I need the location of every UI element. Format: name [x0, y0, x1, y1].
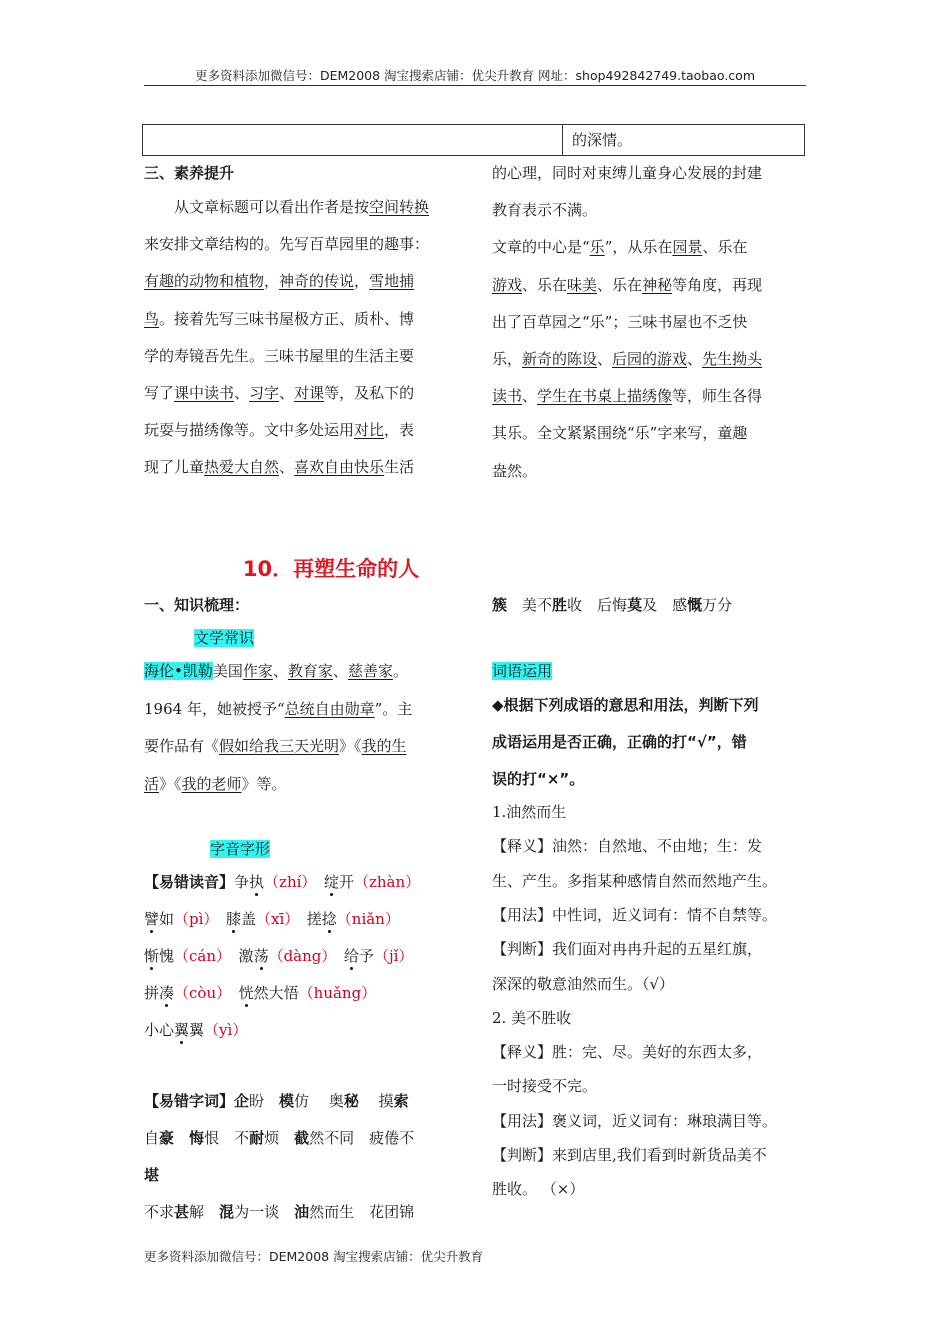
- underlined-text: 新奇的陈设: [522, 350, 598, 368]
- text-run: 、乐在: [702, 238, 748, 257]
- text-line: [144, 660, 408, 681]
- text-run: 。: [392, 662, 408, 680]
- bold-text: 截: [294, 1129, 310, 1147]
- text-line: [144, 1090, 409, 1111]
- text-run: 其乐。全文紧紧围绕“乐”字来写，童趣: [492, 424, 748, 443]
- underlined-text: 鸟: [144, 309, 160, 328]
- text-run: 一时接受不完。: [492, 1077, 598, 1096]
- pron-label: 字音字形: [210, 840, 271, 858]
- text-run: 盎然。: [492, 461, 538, 480]
- text-line: [144, 382, 414, 403]
- text-run: 1964 年，她被授予“: [144, 699, 285, 718]
- text-run: ，: [354, 272, 370, 291]
- underlined-text: 读书: [492, 387, 523, 406]
- dotted-char: 凑: [159, 984, 175, 1002]
- text-line: [492, 199, 597, 220]
- underlined-text: 作家: [242, 662, 273, 680]
- text-line: [144, 945, 413, 966]
- text-line: [144, 871, 420, 892]
- underlined-text: 乐: [589, 238, 605, 257]
- text-run: 1.油然而生: [492, 803, 567, 821]
- page-header: 更多资料添加微信号：DEM2008 淘宝搜索店铺：优尖升教育 网址：shop492842749.taobao.com: [194, 68, 756, 83]
- text-line: [492, 1178, 584, 1199]
- text-line: [492, 236, 747, 257]
- text-run: [309, 873, 324, 891]
- underlined-text: 学生在书桌上描绣像: [537, 387, 673, 406]
- text-line: [144, 1201, 414, 1222]
- text-run: 【用法】褒义词，近义词有：琳琅满目等。: [492, 1111, 778, 1130]
- bold-text: 簇: [492, 596, 508, 614]
- text-line: [492, 694, 759, 715]
- text-run: [224, 984, 239, 1002]
- text-run: 要作品有《: [144, 737, 220, 755]
- underlined-text: 喜欢自由快乐: [294, 458, 385, 477]
- underlined-text: 神秘: [642, 275, 673, 294]
- text-line: [144, 308, 414, 329]
- text-run: 写了: [144, 384, 175, 402]
- text-run: [211, 910, 226, 928]
- text-run: 现了儿童: [144, 458, 205, 477]
- text-run: 烦: [264, 1129, 295, 1147]
- text-line: [144, 345, 414, 366]
- pinyin: （jǐ）: [373, 947, 414, 965]
- text-line: [144, 773, 287, 794]
- text-run: 如: [159, 910, 175, 928]
- text-run: ”。主: [374, 699, 413, 718]
- header-rule: [144, 85, 806, 86]
- underlined-text: 热爱大自然: [204, 458, 280, 477]
- underlined-text: 先生拗头: [702, 350, 763, 368]
- text-run: 等，及私下的: [324, 384, 415, 402]
- text-run: 予: [358, 947, 374, 965]
- text-run: 、: [234, 384, 250, 402]
- text-run: 解: [189, 1203, 220, 1221]
- text-line: [492, 311, 747, 332]
- text-run: 等角度，再现: [672, 275, 763, 294]
- underlined-text: 游戏: [492, 275, 523, 294]
- text-run: 》《: [159, 774, 182, 793]
- text-run: ”，从乐在: [604, 238, 673, 257]
- text-line: [144, 735, 407, 756]
- bold-text: 胜: [552, 596, 568, 614]
- pinyin: （pì）: [174, 910, 211, 928]
- bold-text: 模: [279, 1092, 295, 1110]
- underlined-text: 空间转换: [369, 198, 430, 216]
- page-footer: 更多资料添加微信号：DEM2008 淘宝搜索店铺：优尖升教育: [144, 1249, 484, 1264]
- text-line: [492, 731, 747, 752]
- underlined-text: 园景: [672, 238, 703, 257]
- underlined-text: 神奇的传说: [279, 272, 355, 291]
- lit-label: 文学常识: [194, 629, 255, 647]
- text-run: 恨 不: [204, 1129, 250, 1147]
- text-run: 教育表示不满。: [492, 201, 598, 220]
- text-run: 万分: [702, 596, 733, 614]
- text-line: [492, 801, 566, 822]
- text-run: 深深的敬意油然而生。（√）: [492, 974, 675, 993]
- underlined-text: 雪地捕: [369, 272, 415, 291]
- text-run: 来安排文章结构的。先写百草园里的趣事：: [144, 235, 430, 254]
- text-run: 开: [338, 873, 354, 891]
- text-run: 、: [272, 662, 288, 680]
- bold-text: 堪: [144, 1166, 160, 1184]
- dotted-char: 恍: [238, 984, 254, 1002]
- text-run: 【判断】我们面对冉冉升起的五星红旗，: [492, 940, 763, 959]
- underlined-text: 后园的游戏: [612, 350, 688, 368]
- text-line: [144, 456, 414, 477]
- text-run: 胜收。 （×）: [492, 1180, 585, 1199]
- text-line: [492, 870, 777, 891]
- bold-text: 甚: [174, 1203, 190, 1221]
- text-run: 不求: [144, 1203, 175, 1221]
- text-run: 盖: [240, 910, 256, 928]
- bold-text: 慨: [687, 596, 703, 614]
- text-line: [492, 460, 537, 481]
- underlined-text: 味美: [567, 275, 598, 294]
- text-run: 争: [234, 873, 250, 891]
- underlined-text: 对比: [354, 421, 385, 440]
- bold-text: 秘: [343, 1092, 359, 1110]
- text-run: 、乐在: [597, 275, 643, 294]
- text-run: 【释义】油然：自然地、不由地；生：发: [492, 837, 763, 856]
- pinyin: （xī）: [255, 910, 292, 928]
- pinyin: （còu）: [174, 984, 224, 1002]
- text-run: 然不同 疲倦不: [309, 1129, 415, 1147]
- text-run: 然而生 花团锦: [309, 1203, 415, 1221]
- dotted-char: 荡: [253, 947, 269, 965]
- underlined-text: 总统自由勋章: [284, 699, 375, 718]
- bold-text: 混: [219, 1203, 235, 1221]
- bold-text: 【易错读音】: [144, 873, 235, 891]
- text-run: [329, 947, 344, 965]
- lesson-heading: 一、知识梳理：: [144, 596, 250, 614]
- dotted-char: 翼: [174, 1021, 190, 1039]
- text-run: 、: [279, 458, 295, 477]
- text-line: [492, 274, 762, 295]
- pinyin: （zhí）: [264, 873, 309, 891]
- text-line: [492, 1144, 767, 1165]
- dotted-char: 膝: [225, 910, 241, 928]
- text-run: 文章的中心是“: [492, 238, 590, 257]
- text-run: 为一谈: [234, 1203, 295, 1221]
- text-run: 、: [597, 350, 613, 368]
- text-run: 盼: [249, 1092, 280, 1110]
- text-run: 激: [223, 947, 254, 965]
- text-line: [144, 908, 400, 929]
- dotted-char: 绽: [323, 873, 339, 891]
- usage-label: 词语运用: [492, 662, 553, 680]
- text-line: [144, 1164, 159, 1185]
- text-run: 等，师生各得: [672, 387, 763, 406]
- underlined-text: 课中读书: [174, 384, 235, 402]
- text-run: 然大悟: [253, 984, 299, 1002]
- text-line: [144, 982, 376, 1003]
- text-line: [492, 1075, 597, 1096]
- pinyin: （dàng）: [268, 947, 329, 965]
- text-run: 收 后悔: [567, 596, 628, 614]
- pinyin: （zhàn）: [353, 873, 421, 891]
- text-run: 生、产生。多指某种感情自然而然地产生。: [492, 871, 778, 890]
- text-run: 、: [279, 384, 295, 402]
- text-run: 、: [332, 662, 348, 680]
- table-divider: [562, 125, 563, 155]
- table-cell-right: 的深情。: [572, 131, 633, 149]
- underlined-text: 习字: [249, 384, 280, 402]
- text-line: [492, 385, 762, 406]
- text-run: 乐，: [492, 350, 523, 368]
- dotted-char: 譬: [144, 910, 160, 928]
- text-line: [492, 162, 762, 183]
- text-line: [492, 904, 777, 925]
- text-run: 美不: [507, 596, 553, 614]
- text-line: [492, 594, 732, 615]
- text-line: [492, 768, 584, 789]
- text-run: ，表: [384, 421, 415, 440]
- dotted-char: 执: [249, 873, 265, 891]
- text-run: 摸: [358, 1092, 394, 1110]
- dotted-char: 惭: [144, 947, 160, 965]
- text-run: 翼: [189, 1021, 205, 1039]
- text-run: 》《: [339, 737, 362, 755]
- text-line: [144, 419, 414, 440]
- text-line: [492, 422, 747, 443]
- text-line: [492, 1007, 571, 1028]
- text-run: 仿 奥: [294, 1092, 344, 1110]
- underlined-text: 教育家: [287, 662, 333, 680]
- underlined-text: 对课: [294, 384, 325, 402]
- text-line: [492, 348, 762, 369]
- text-run: ，: [264, 272, 280, 291]
- underlined-text: 慈善家: [347, 662, 393, 680]
- text-run: 【用法】中性词，近义词有：情不自禁等。: [492, 905, 778, 924]
- text-line: [144, 1127, 414, 1148]
- text-line: [144, 233, 429, 254]
- text-run: 、: [522, 387, 538, 406]
- pinyin: （yì）: [204, 1021, 248, 1039]
- text-run: 【判断】来到店里,我们看到时新货品美不: [492, 1146, 767, 1164]
- bold-text: 【易错字词】企: [144, 1092, 250, 1110]
- text-run: 生活: [384, 458, 415, 477]
- text-run: 成语运用是否正确，正确的打“√”，错: [492, 733, 747, 751]
- bold-text: 油: [294, 1203, 310, 1221]
- text-run: 》等。: [241, 774, 287, 793]
- section3-heading: 三、素养提升: [144, 164, 235, 182]
- bold-text: 耐: [249, 1129, 265, 1147]
- underlined-text: 活: [144, 774, 160, 793]
- text-run: 2. 美不胜收: [492, 1008, 572, 1027]
- underlined-text: 假如给我三天光明: [219, 737, 340, 755]
- text-run: 的心理，同时对束缚儿童身心发展的封建: [492, 164, 763, 182]
- dotted-char: 给: [343, 947, 359, 965]
- text-line: [144, 196, 429, 217]
- bold-text: 悔: [189, 1129, 205, 1147]
- text-line: [492, 835, 762, 856]
- pinyin: （cán）: [174, 947, 224, 965]
- top-table-row: [142, 124, 805, 156]
- text-run: 从文章标题可以看出作者是按: [144, 198, 370, 216]
- text-run: 美国: [212, 662, 243, 680]
- text-run: 搓: [291, 910, 322, 928]
- text-run: 误的打“×”。: [492, 770, 585, 788]
- pinyin: （niǎn）: [336, 910, 400, 928]
- text-run: 。接着先写三味书屋极方正、质朴、博: [159, 309, 415, 328]
- underlined-text: 我的老师: [181, 774, 242, 793]
- text-run: 学的寿镜吾先生。三味书屋里的生活主要: [144, 346, 415, 365]
- text-line: [144, 698, 412, 719]
- text-run: 拼: [144, 984, 160, 1002]
- text-run: 小心: [144, 1021, 175, 1039]
- dotted-char: 捻: [321, 910, 337, 928]
- text-run: 玩耍与描绣像等。文中多处运用: [144, 421, 355, 440]
- bold-text: 索: [393, 1092, 409, 1110]
- lesson-title: 10．再塑生命的人: [242, 557, 420, 581]
- text-run: 出了百草园之“乐”；三味书屋也不乏快: [492, 312, 748, 331]
- bold-text: 莫: [627, 596, 643, 614]
- text-run: 、: [687, 350, 703, 368]
- text-line: [492, 1041, 762, 1062]
- text-line: [144, 270, 414, 291]
- bold-text: 豪: [159, 1129, 175, 1147]
- highlighted-text: 海伦•凯勒: [144, 662, 213, 680]
- text-run: ◆根据下列成语的意思和用法，判断下列: [492, 696, 759, 714]
- underlined-text: 有趣的动物和植物: [144, 272, 265, 291]
- text-run: 、乐在: [522, 275, 568, 294]
- text-line: [492, 973, 674, 994]
- text-run: 愧: [159, 947, 175, 965]
- text-run: [174, 1129, 189, 1147]
- underlined-text: 我的生: [361, 737, 407, 755]
- text-line: [144, 1019, 247, 1040]
- text-line: [492, 938, 762, 959]
- text-line: [492, 1110, 777, 1131]
- text-run: 自: [144, 1129, 160, 1147]
- text-run: 【释义】胜：完、尽。美好的东西太多，: [492, 1043, 763, 1062]
- text-run: 及 感: [642, 596, 688, 614]
- pinyin: （huǎng）: [298, 984, 377, 1002]
